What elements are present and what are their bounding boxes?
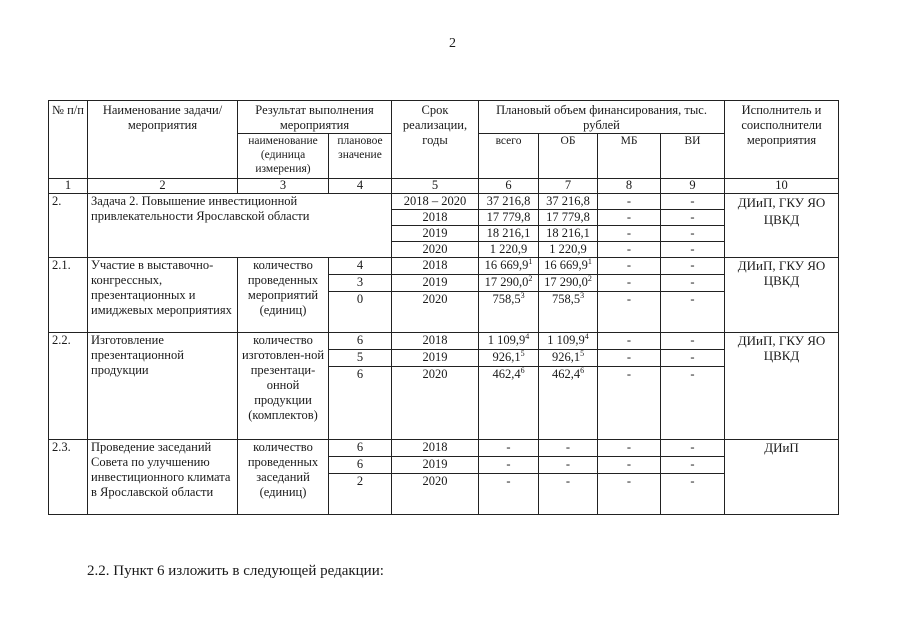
vi-cell: - [661,292,725,333]
activity-row [49,440,839,457]
column-number: 5 [392,179,479,194]
mb-cell: - [598,440,661,457]
column-number: 4 [329,179,392,194]
vi-cell: - [661,350,725,367]
header-mb: МБ [598,134,661,179]
mb-cell: - [598,367,661,440]
year-cell: 2020 [392,367,479,440]
header-ob: ОБ [539,134,598,179]
page-number: 2 [449,36,456,51]
year-cell: 2020 [392,242,479,258]
planned-value: 6 [329,367,392,440]
year-cell: 2018 [392,333,479,350]
year-cell: 2020 [392,474,479,515]
financing-plan-table [48,100,839,515]
footnote-mark: 4 [525,331,530,341]
task-number: 2. [49,194,88,258]
footnote-mark: 1 [587,256,592,266]
mb-cell: - [598,210,661,226]
year-cell: 2019 [392,457,479,474]
footnote-mark: 2 [528,273,533,283]
header-term: Срок реализации, годы [392,101,479,179]
header-no: № п/п [49,101,88,179]
column-number: 9 [661,179,725,194]
ob-cell: - [539,440,598,457]
indicator-name: количество проведенных заседаний (единиц) [238,440,329,515]
total-cell: 758,5$^3$ [479,292,539,333]
activity-name: Проведение заседаний Совета по улучшению инвестиционного климата в Ярославской области [88,440,238,515]
executor-cell: ДИиП, ГКУ ЯО ЦВКД [725,333,839,440]
ob-cell: 1 220,9 [539,242,598,258]
year-cell: 2019 [392,226,479,242]
ob-cell: - [539,457,598,474]
activity-number: 2.2. [49,333,88,440]
header-funding: Плановый объем финансирования, тыс. рублей [479,101,725,134]
header-result-value: плановое значение [329,134,392,179]
column-number: 10 [725,179,839,194]
total-cell: 37 216,8 [479,194,539,210]
total-cell: 18 216,1 [479,226,539,242]
activity-row [49,333,839,350]
ob-cell: 17 779,8 [539,210,598,226]
planned-value: 0 [329,292,392,333]
footnote-mark: 6 [520,365,525,375]
ob-cell: 16 669,9$^1$ [539,258,598,275]
total-cell: 1 220,9 [479,242,539,258]
footnote-mark: 4 [584,331,589,341]
vi-cell: - [661,242,725,258]
vi-cell: - [661,367,725,440]
ob-cell: 17 290,0$^2$ [539,275,598,292]
year-cell: 2018 [392,258,479,275]
ob-cell: 926,1$^5$ [539,350,598,367]
indicator-name: количество проведенных мероприятий (единиц) [238,258,329,333]
vi-cell: - [661,457,725,474]
year-cell: 2018 [392,210,479,226]
next-paragraph: 2.2. Пункт 6 изложить в следующей редакции: [87,563,384,579]
header-task-name: Наименование задачи/ мероприятия [88,101,238,179]
mb-cell: - [598,474,661,515]
mb-cell: - [598,258,661,275]
footnote-mark: 6 [580,365,585,375]
mb-cell: - [598,226,661,242]
footnote-mark: 1 [528,256,533,266]
vi-cell: - [661,210,725,226]
planned-value: 6 [329,440,392,457]
ob-cell: 758,5$^3$ [539,292,598,333]
total-cell: 17 779,8 [479,210,539,226]
header-total: всего [479,134,539,179]
year-cell: 2018 [392,440,479,457]
total-cell: 16 669,9$^1$ [479,258,539,275]
vi-cell: - [661,474,725,515]
footnote-mark: 5 [580,348,585,358]
mb-cell: - [598,350,661,367]
activity-name: Изготовление презентационной продукции [88,333,238,440]
activity-name: Участие в выставочно-конгрессных, презентационных и имиджевых мероприятиях [88,258,238,333]
footnote-mark: 5 [520,348,525,358]
mb-cell: - [598,457,661,474]
indicator-name: количество изготовлен-ной презентаци-онной продукции (комплектов) [238,333,329,440]
ob-cell: - [539,474,598,515]
ob-cell: 37 216,8 [539,194,598,210]
ob-cell: 1 109,9$^4$ [539,333,598,350]
planned-value: 4 [329,258,392,275]
mb-cell: - [598,275,661,292]
total-cell: 1 109,9$^4$ [479,333,539,350]
column-number: 3 [238,179,329,194]
task-title: Задача 2. Повышение инвестиционной привлекательности Ярославской области [88,194,392,258]
activity-row [49,258,839,275]
ob-cell: 18 216,1 [539,226,598,242]
column-number: 8 [598,179,661,194]
task-row [49,194,839,210]
header-row-1 [49,101,839,134]
total-cell: - [479,457,539,474]
vi-cell: - [661,333,725,350]
total-cell: 462,4$^6$ [479,367,539,440]
column-number: 7 [539,179,598,194]
total-cell: - [479,474,539,515]
total-cell: 17 290,0$^2$ [479,275,539,292]
year-cell: 2020 [392,292,479,333]
mb-cell: - [598,333,661,350]
vi-cell: - [661,194,725,210]
year-cell: 2019 [392,350,479,367]
planned-value: 2 [329,474,392,515]
column-number: 6 [479,179,539,194]
vi-cell: - [661,258,725,275]
activity-number: 2.1. [49,258,88,333]
mb-cell: - [598,242,661,258]
planned-value: 6 [329,457,392,474]
footnote-mark: 3 [580,290,585,300]
total-cell: - [479,440,539,457]
total-cell: 926,1$^5$ [479,350,539,367]
planned-value: 5 [329,350,392,367]
footnote-mark: 3 [520,290,525,300]
column-number-row [49,179,839,194]
planned-value: 6 [329,333,392,350]
vi-cell: - [661,226,725,242]
executor-cell: ДИиП, ГКУ ЯО ЦВКД [725,258,839,333]
planned-value: 3 [329,275,392,292]
executor-cell: ДИиП, ГКУ ЯО ЦВКД [725,194,839,258]
header-vi: ВИ [661,134,725,179]
header-result: Результат выполнения мероприятия [238,101,392,134]
mb-cell: - [598,194,661,210]
ob-cell: 462,4$^6$ [539,367,598,440]
vi-cell: - [661,275,725,292]
footnote-mark: 2 [587,273,592,283]
column-number: 2 [88,179,238,194]
vi-cell: - [661,440,725,457]
activity-number: 2.3. [49,440,88,515]
executor-cell: ДИиП [725,440,839,515]
column-number: 1 [49,179,88,194]
year-cell: 2018 – 2020 [392,194,479,210]
header-result-name: наименование (единица измерения) [238,134,329,179]
mb-cell: - [598,292,661,333]
year-cell: 2019 [392,275,479,292]
header-executor: Исполнитель и соисполнители мероприятия [725,101,839,179]
